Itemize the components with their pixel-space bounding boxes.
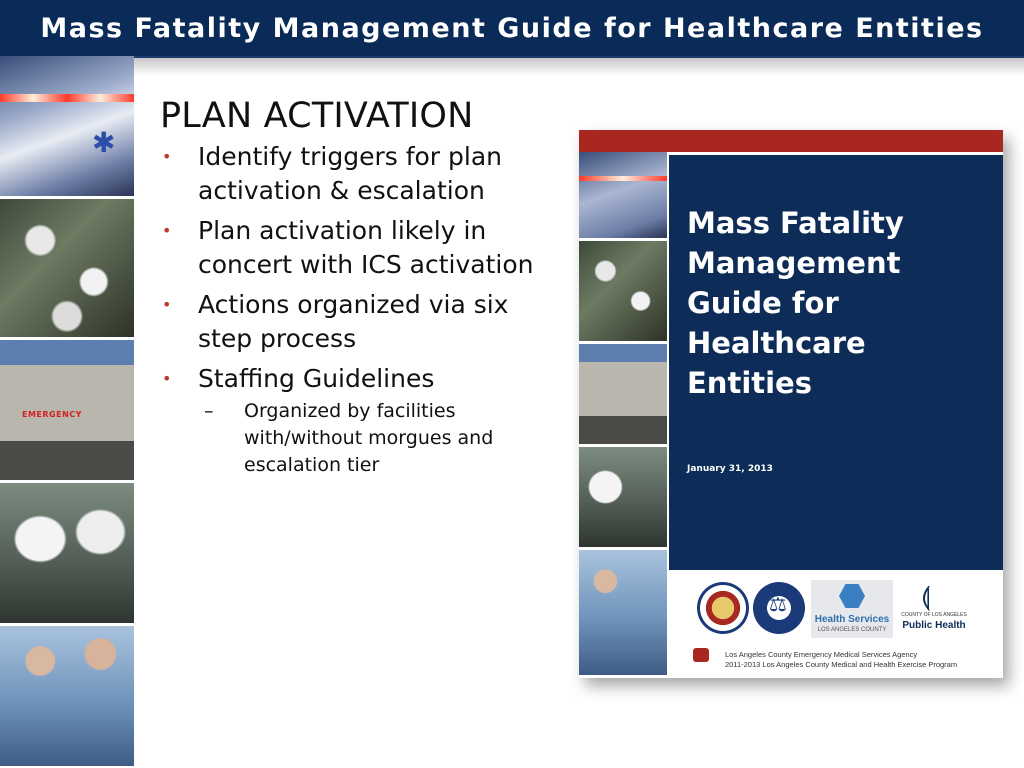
bullet-item xyxy=(160,362,540,479)
public-health-county-label: COUNTY OF LOS ANGELES xyxy=(901,612,967,618)
cover-triage-photo xyxy=(579,241,667,341)
public-health-label: Public Health xyxy=(902,620,966,631)
cover-photo-strip xyxy=(579,152,667,678)
ambulance-photo xyxy=(0,56,134,196)
public-health-logo xyxy=(901,582,967,638)
cover-body-bags-photo xyxy=(579,447,667,547)
section-heading: PLAN ACTIVATION xyxy=(160,96,474,136)
hexagon-icon xyxy=(839,584,865,608)
cover-staff-photo xyxy=(579,550,667,675)
ems-agency-logo-icon xyxy=(693,648,709,662)
photo-strip xyxy=(0,56,134,768)
guide-cover-image xyxy=(579,130,1003,678)
public-health-mark-icon: ⟬ xyxy=(921,582,931,612)
cover-title-panel xyxy=(669,155,1003,570)
bullet-text: Identify triggers for plan activation & escalation xyxy=(198,142,503,205)
cover-hospital-photo xyxy=(579,344,667,444)
sub-bullet-text: Organized by facilities with/without morgues and escalation tier xyxy=(244,400,494,476)
hospital-emergency-photo xyxy=(0,340,134,480)
main-content xyxy=(160,96,540,485)
sub-bullet-item xyxy=(198,398,540,479)
bullet-dot-icon: • xyxy=(162,221,172,240)
ems-seal-icon xyxy=(753,582,805,634)
bullet-item xyxy=(160,214,540,282)
bullet-item xyxy=(160,140,540,208)
bullet-dot-icon: • xyxy=(162,147,172,166)
cover-title: Mass Fatality Management Guide for Healthcare Entities xyxy=(687,206,904,400)
bullet-text: Staffing Guidelines xyxy=(198,364,435,393)
la-county-seal-icon xyxy=(697,582,749,634)
slide-title: Mass Fatality Management Guide for Healthcare Entities xyxy=(40,12,984,44)
body-bags-photo xyxy=(0,483,134,623)
dash-icon: – xyxy=(204,400,214,422)
cover-footer-line1: Los Angeles County Emergency Medical Services Agency xyxy=(725,650,918,659)
cover-ambulance-photo xyxy=(579,152,667,238)
health-services-logo xyxy=(811,580,893,638)
health-services-sublabel: LOS ANGELES COUNTY xyxy=(817,627,887,633)
triage-photo xyxy=(0,199,134,337)
cover-top-bar xyxy=(579,130,1003,152)
medical-staff-photo xyxy=(0,626,134,766)
bullet-text: Plan activation likely in concert with ICS activation xyxy=(198,216,534,279)
bullet-dot-icon: • xyxy=(162,295,172,314)
cover-logo-area xyxy=(669,572,1003,678)
bullet-list xyxy=(160,140,540,479)
title-shadow xyxy=(0,58,1024,76)
cover-date: January 31, 2013 xyxy=(687,464,773,474)
cover-footer xyxy=(725,650,1001,670)
cover-footer-line2: 2011-2013 Los Angeles County Medical and Health Exercise Program xyxy=(725,660,958,669)
bullet-item xyxy=(160,288,540,356)
title-bar xyxy=(0,0,1024,58)
health-services-label: Health Services xyxy=(814,614,890,625)
bullet-text: Actions organized via six step process xyxy=(198,290,509,353)
bullet-dot-icon: • xyxy=(162,369,172,388)
sub-bullet-list xyxy=(198,398,540,479)
